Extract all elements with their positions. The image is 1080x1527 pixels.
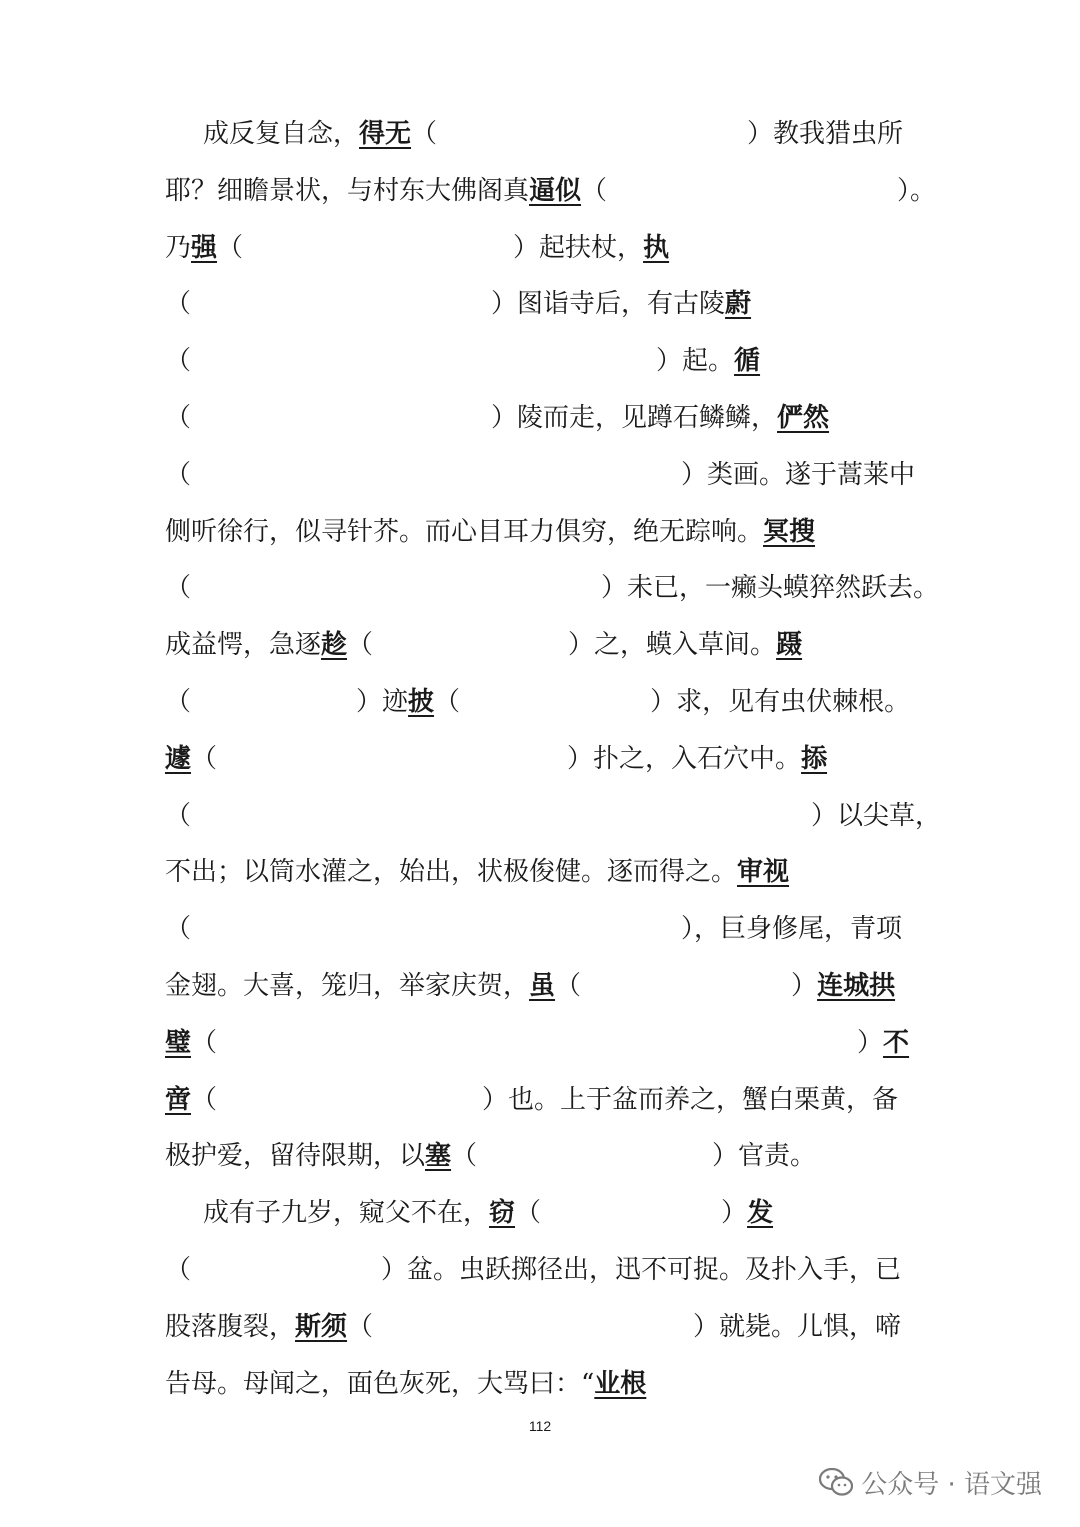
text-segment: 金翅。大喜，笼归，举家庆贺， — [165, 971, 530, 1001]
text-line — [165, 1023, 930, 1063]
text-segment: （ — [555, 971, 582, 1001]
text-line — [165, 682, 930, 722]
keyword: 俨然 — [777, 403, 830, 433]
keyword: 不 — [883, 1027, 910, 1058]
text-line — [165, 966, 930, 1006]
text-segment: ）教我猎虫所 — [747, 119, 904, 149]
text-segment: （ — [515, 1198, 542, 1229]
text-segment: ） — [857, 1027, 884, 1058]
text-segment: ）起扶杖， — [513, 232, 644, 263]
text-segment: （ — [165, 800, 192, 831]
text-line — [165, 852, 930, 892]
text-line — [165, 228, 930, 268]
text-line — [165, 1136, 930, 1176]
text-segment: ）之，蟆入草间。 — [568, 630, 777, 661]
text-segment: （ — [347, 630, 374, 661]
text-segment: ）类画。遂于蒿莱中 — [681, 459, 916, 490]
text-segment: ）也。上于盆而养之，蟹白栗黄，备 — [482, 1084, 899, 1115]
keyword: 啻 — [165, 1084, 192, 1115]
text-segment: （ — [165, 403, 192, 433]
text-segment: 耶？细瞻景状，与村东大佛阁真 — [165, 175, 530, 206]
keyword: 执 — [643, 232, 670, 263]
text-segment: （ — [165, 289, 192, 320]
keyword: 虽 — [529, 971, 556, 1001]
keyword: 业根 — [594, 1368, 647, 1399]
text-line — [165, 284, 930, 324]
text-line — [165, 455, 930, 495]
text-segment: ）。 — [897, 175, 937, 206]
text-line — [165, 909, 930, 949]
keyword: 逼似 — [529, 175, 582, 206]
text-segment: （ — [451, 1141, 478, 1172]
text-segment: （ — [191, 743, 218, 774]
text-segment: ） — [791, 971, 818, 1001]
text-line — [165, 1250, 930, 1290]
text-segment: ）扑之，入石穴中。 — [567, 743, 802, 774]
text-segment: （ — [165, 687, 192, 717]
text-line — [203, 1193, 930, 1233]
text-segment: （ — [581, 175, 608, 206]
text-segment: （ — [191, 1027, 218, 1058]
text-line — [203, 114, 930, 154]
keyword: 强 — [191, 232, 218, 263]
text-line — [165, 568, 940, 608]
keyword: 璧 — [165, 1027, 192, 1058]
text-segment: ） — [721, 1198, 748, 1229]
text-segment: （ — [165, 1255, 192, 1285]
text-line — [165, 796, 942, 836]
text-segment: ）图诣寺后，有古陵 — [491, 289, 726, 320]
text-line — [165, 1080, 930, 1120]
text-segment: （ — [434, 687, 461, 717]
text-segment: 成反复自念， — [203, 119, 360, 149]
text-segment: ）求，见有虫伏棘根。 — [650, 687, 911, 717]
text-segment: ）就毙。儿惧，啼 — [693, 1311, 902, 1342]
text-segment: 成有子九岁，窥父不在， — [203, 1198, 490, 1229]
text-segment: ），巨身修尾，青项 — [681, 914, 903, 945]
keyword: 遽 — [165, 743, 192, 774]
keyword: 冥搜 — [763, 516, 816, 547]
text-line — [165, 512, 930, 552]
text-segment: 乃 — [165, 232, 192, 263]
text-line — [165, 625, 930, 665]
text-segment: ）盆。虫跃掷径出，迅不可捉。及扑入手，已 — [381, 1255, 902, 1285]
keyword: 发 — [747, 1198, 774, 1229]
keyword: 窃 — [489, 1198, 516, 1229]
text-segment: ）迹 — [356, 687, 409, 717]
text-line — [165, 171, 937, 211]
keyword: 趁 — [321, 630, 348, 661]
watermark — [819, 1462, 1042, 1502]
wechat-icon — [819, 1467, 853, 1497]
text-segment: ）起。 — [656, 346, 735, 377]
text-segment: （ — [165, 573, 192, 604]
keyword: 连城拱 — [817, 971, 896, 1001]
text-segment: 极护爱，留待限期，以 — [165, 1141, 426, 1172]
keyword: 披 — [408, 687, 435, 717]
text-line — [165, 1364, 930, 1404]
text-segment: （ — [217, 232, 244, 263]
watermark-text: 公众号 · 语文强 — [861, 1469, 1042, 1500]
text-segment: 告母。母闻之，面色灰死，大骂曰：“ — [165, 1368, 595, 1399]
text-segment: ）官责。 — [712, 1141, 817, 1172]
keyword: 得无 — [359, 119, 412, 149]
text-segment: 侧听徐行，似寻针芥。而心目耳力俱穷，绝无踪响。 — [165, 516, 764, 547]
text-segment: ）陵而走，见蹲石鳞鳞， — [491, 403, 778, 433]
page-number: 112 — [528, 1418, 552, 1434]
keyword: 掭 — [801, 743, 828, 774]
text-segment: （ — [191, 1084, 218, 1115]
keyword: 循 — [734, 346, 761, 377]
keyword: 塞 — [425, 1141, 452, 1172]
keyword: 蔚 — [725, 289, 752, 320]
keyword: 审视 — [737, 857, 790, 888]
text-segment: 不出；以筒水灌之，始出，状极俊健。逐而得之。 — [165, 857, 738, 888]
text-segment: （ — [165, 914, 192, 945]
text-segment: ）以尖草， — [811, 800, 942, 831]
text-segment: （ — [165, 346, 192, 377]
text-segment: 成益愕，急逐 — [165, 630, 322, 661]
text-line — [165, 341, 930, 381]
text-line — [165, 739, 930, 779]
text-segment: （ — [165, 459, 192, 490]
text-segment: （ — [347, 1311, 374, 1342]
text-segment: ）未已，一癞头蟆猝然跃去。 — [601, 573, 940, 604]
text-line — [165, 1307, 930, 1347]
keyword: 蹑 — [776, 630, 803, 661]
text-line — [165, 398, 930, 438]
text-segment: （ — [411, 119, 438, 149]
text-segment: 股落腹裂， — [165, 1311, 296, 1342]
keyword: 斯须 — [295, 1311, 348, 1342]
